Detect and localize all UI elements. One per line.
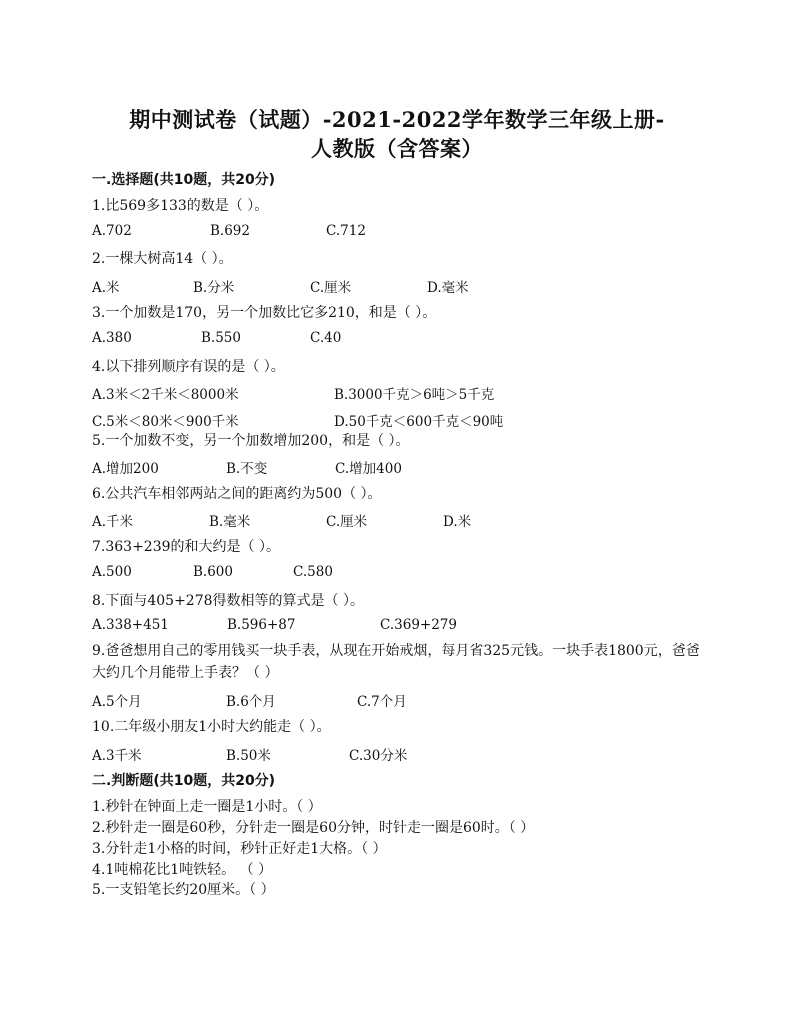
question-8: 8.下面与405+278得数相等的算式是（ ）。 [92,593,364,609]
exam-title-line-1: 期中测试卷（试题）-2021-2022学年数学三年级上册- [129,107,665,132]
question-10: 10.二年级小朋友1小时大约能走（ ）。 [92,719,331,735]
question-2-option-b: B.分米 [193,280,235,296]
question-7-option-b: B.600 [193,564,233,580]
question-9-option-a: A.5个月 [92,694,142,710]
question-2-option-c: C.厘米 [310,280,352,296]
question-5-option-b: B.不变 [226,461,268,477]
question-9-option-c: C.7个月 [357,694,407,710]
question-10-option-a: A.3千米 [92,748,142,764]
judgment-item-3: 3.分针走1小格的时间，秒针正好走1大格。（ ） [92,841,387,857]
question-3-option-c: C.40 [310,330,342,346]
question-4-option-d: D.50千克＜600千克＜90吨 [334,414,504,430]
question-3-option-a: A.380 [92,330,132,346]
question-4-option-a: A.3米＜2千米＜8000米 [92,387,239,403]
question-8-option-c: C.369+279 [380,617,457,633]
question-1-option-a: A.702 [92,223,132,239]
question-4-option-b: B.3000千克＞6吨＞5千克 [334,387,495,403]
question-10-option-c: C.30分米 [349,748,408,764]
question-8-option-a: A.338+451 [92,617,169,633]
judgment-item-5: 5.一支铅笔长约20厘米。（ ） [92,882,275,898]
question-6-option-b: B.毫米 [209,514,251,530]
question-1-option-b: B.692 [210,223,250,239]
question-2-option-a: A.米 [92,280,120,296]
judgment-item-4: 4.1吨棉花比1吨铁轻。 （ ） [92,862,273,878]
question-2-option-d: D.毫米 [427,280,469,296]
question-7-option-c: C.580 [293,564,333,580]
question-1-option-c: C.712 [326,223,366,239]
question-6-option-d: D.米 [443,514,472,530]
question-4: 4.以下排列顺序有误的是（ ）。 [92,359,285,375]
question-6-option-c: C.厘米 [326,514,368,530]
question-7: 7.363+239的和大约是（ ）。 [92,539,280,555]
question-9-option-b: B.6个月 [226,694,276,710]
section-heading-choice: 一.选择题(共10题，共20分) [92,172,276,188]
judgment-item-2: 2.秒针走一圈是60秒，分针走一圈是60分钟，时针走一圈是60时。（ ） [92,820,535,836]
question-3: 3.一个加数是170，另一个加数比它多210，和是（ ）。 [92,305,437,321]
question-9: 9.爸爸想用自己的零用钱买一块手表，从现在开始戒烟，每月省325元钱。一块手表1800元，爸爸大约几个月能带上手表？（ ） [92,643,700,681]
question-6: 6.公共汽车相邻两站之间的距离约为500（ ）。 [92,486,382,502]
question-7-option-a: A.500 [92,564,132,580]
question-1: 1.比569多133的数是（ ）。 [92,198,269,214]
judgment-item-1: 1.秒针在钟面上走一圈是1小时。（ ） [92,799,322,815]
question-2: 2.一棵大树高14（ ）。 [92,251,233,267]
question-5-option-c: C.增加400 [335,461,402,477]
question-5-option-a: A.增加200 [92,461,159,477]
question-5: 5.一个加数不变，另一个加数增加200，和是（ ）。 [92,433,410,449]
question-10-option-b: B.50米 [226,748,271,764]
question-3-option-b: B.550 [201,330,241,346]
question-6-option-a: A.千米 [92,514,134,530]
question-8-option-b: B.596+87 [227,617,296,633]
exam-title-line-2: 人教版（含答案） [311,136,483,161]
question-4-option-c: C.5米＜80米＜900千米 [92,414,239,430]
section-heading-true-false: 二.判断题(共10题，共20分) [92,773,276,789]
